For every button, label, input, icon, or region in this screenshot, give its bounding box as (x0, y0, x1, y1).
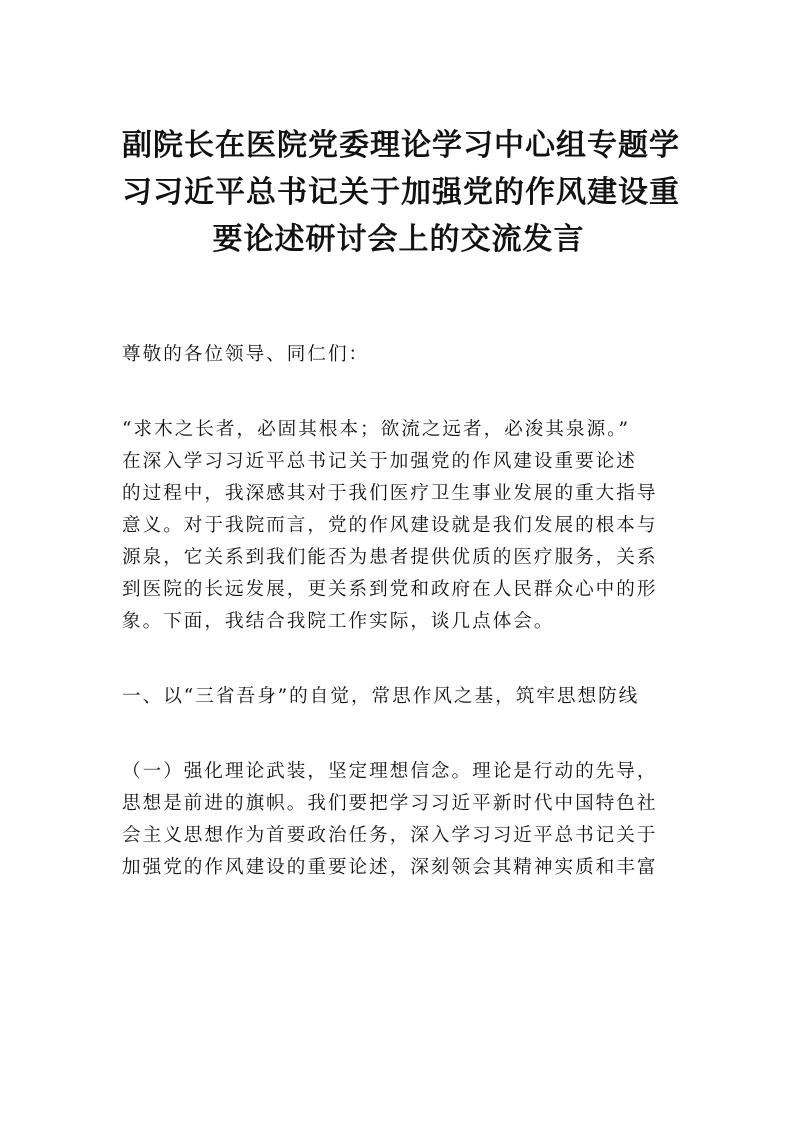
paragraph-line: 象。下面，我结合我院工作实际，谈几点体会。 (122, 611, 555, 632)
paragraph-line: 的过程中，我深感其对于我们医疗卫生事业发展的重大指导 (122, 483, 658, 504)
paragraph-line: （一）强化理论武装，坚定理想信念。理论是行动的先导， (122, 761, 658, 782)
paragraph-intro (122, 414, 675, 638)
paragraph-section-1-1 (122, 756, 675, 884)
paragraph-line: 到医院的长远发展，更关系到党和政府在人民群众心中的形 (122, 579, 658, 600)
salutation-text: 尊敬的各位领导、同仁们： (122, 344, 370, 365)
salutation (122, 339, 675, 371)
title-line: 习习近平总书记关于加强党的作风建设重 (122, 175, 680, 210)
paragraph-line: 思想是前进的旗帜。我们要把学习习近平新时代中国特色社 (122, 793, 658, 814)
section-heading-text: 一、以“三省吾身”的自觉，常思作风之基，筑牢思想防线 (122, 686, 640, 707)
paragraph-line: 加强党的作风建设的重要论述，深刻领会其精神实质和丰富 (122, 857, 658, 878)
document-title (122, 122, 680, 263)
paragraph-line: 源泉，它关系到我们能否为患者提供优质的医疗服务，关系 (122, 547, 658, 568)
paragraph-line: 意义。对于我院而言，党的作风建设就是我们发展的根本与 (122, 515, 658, 536)
title-line: 要论述研讨会上的交流发言 (212, 222, 585, 257)
paragraph-line: “求木之长者，必固其根本；欲流之远者，必浚其泉源。” (122, 419, 630, 440)
title-line: 副院长在医院党委理论学习中心组专题学 (122, 128, 680, 163)
paragraph-line: 在深入学习习近平总书记关于加强党的作风建设重要论述 (122, 451, 637, 472)
paragraph-line: 会主义思想作为首要政治任务，深入学习习近平总书记关于 (122, 825, 658, 846)
section-heading-1 (122, 681, 675, 713)
